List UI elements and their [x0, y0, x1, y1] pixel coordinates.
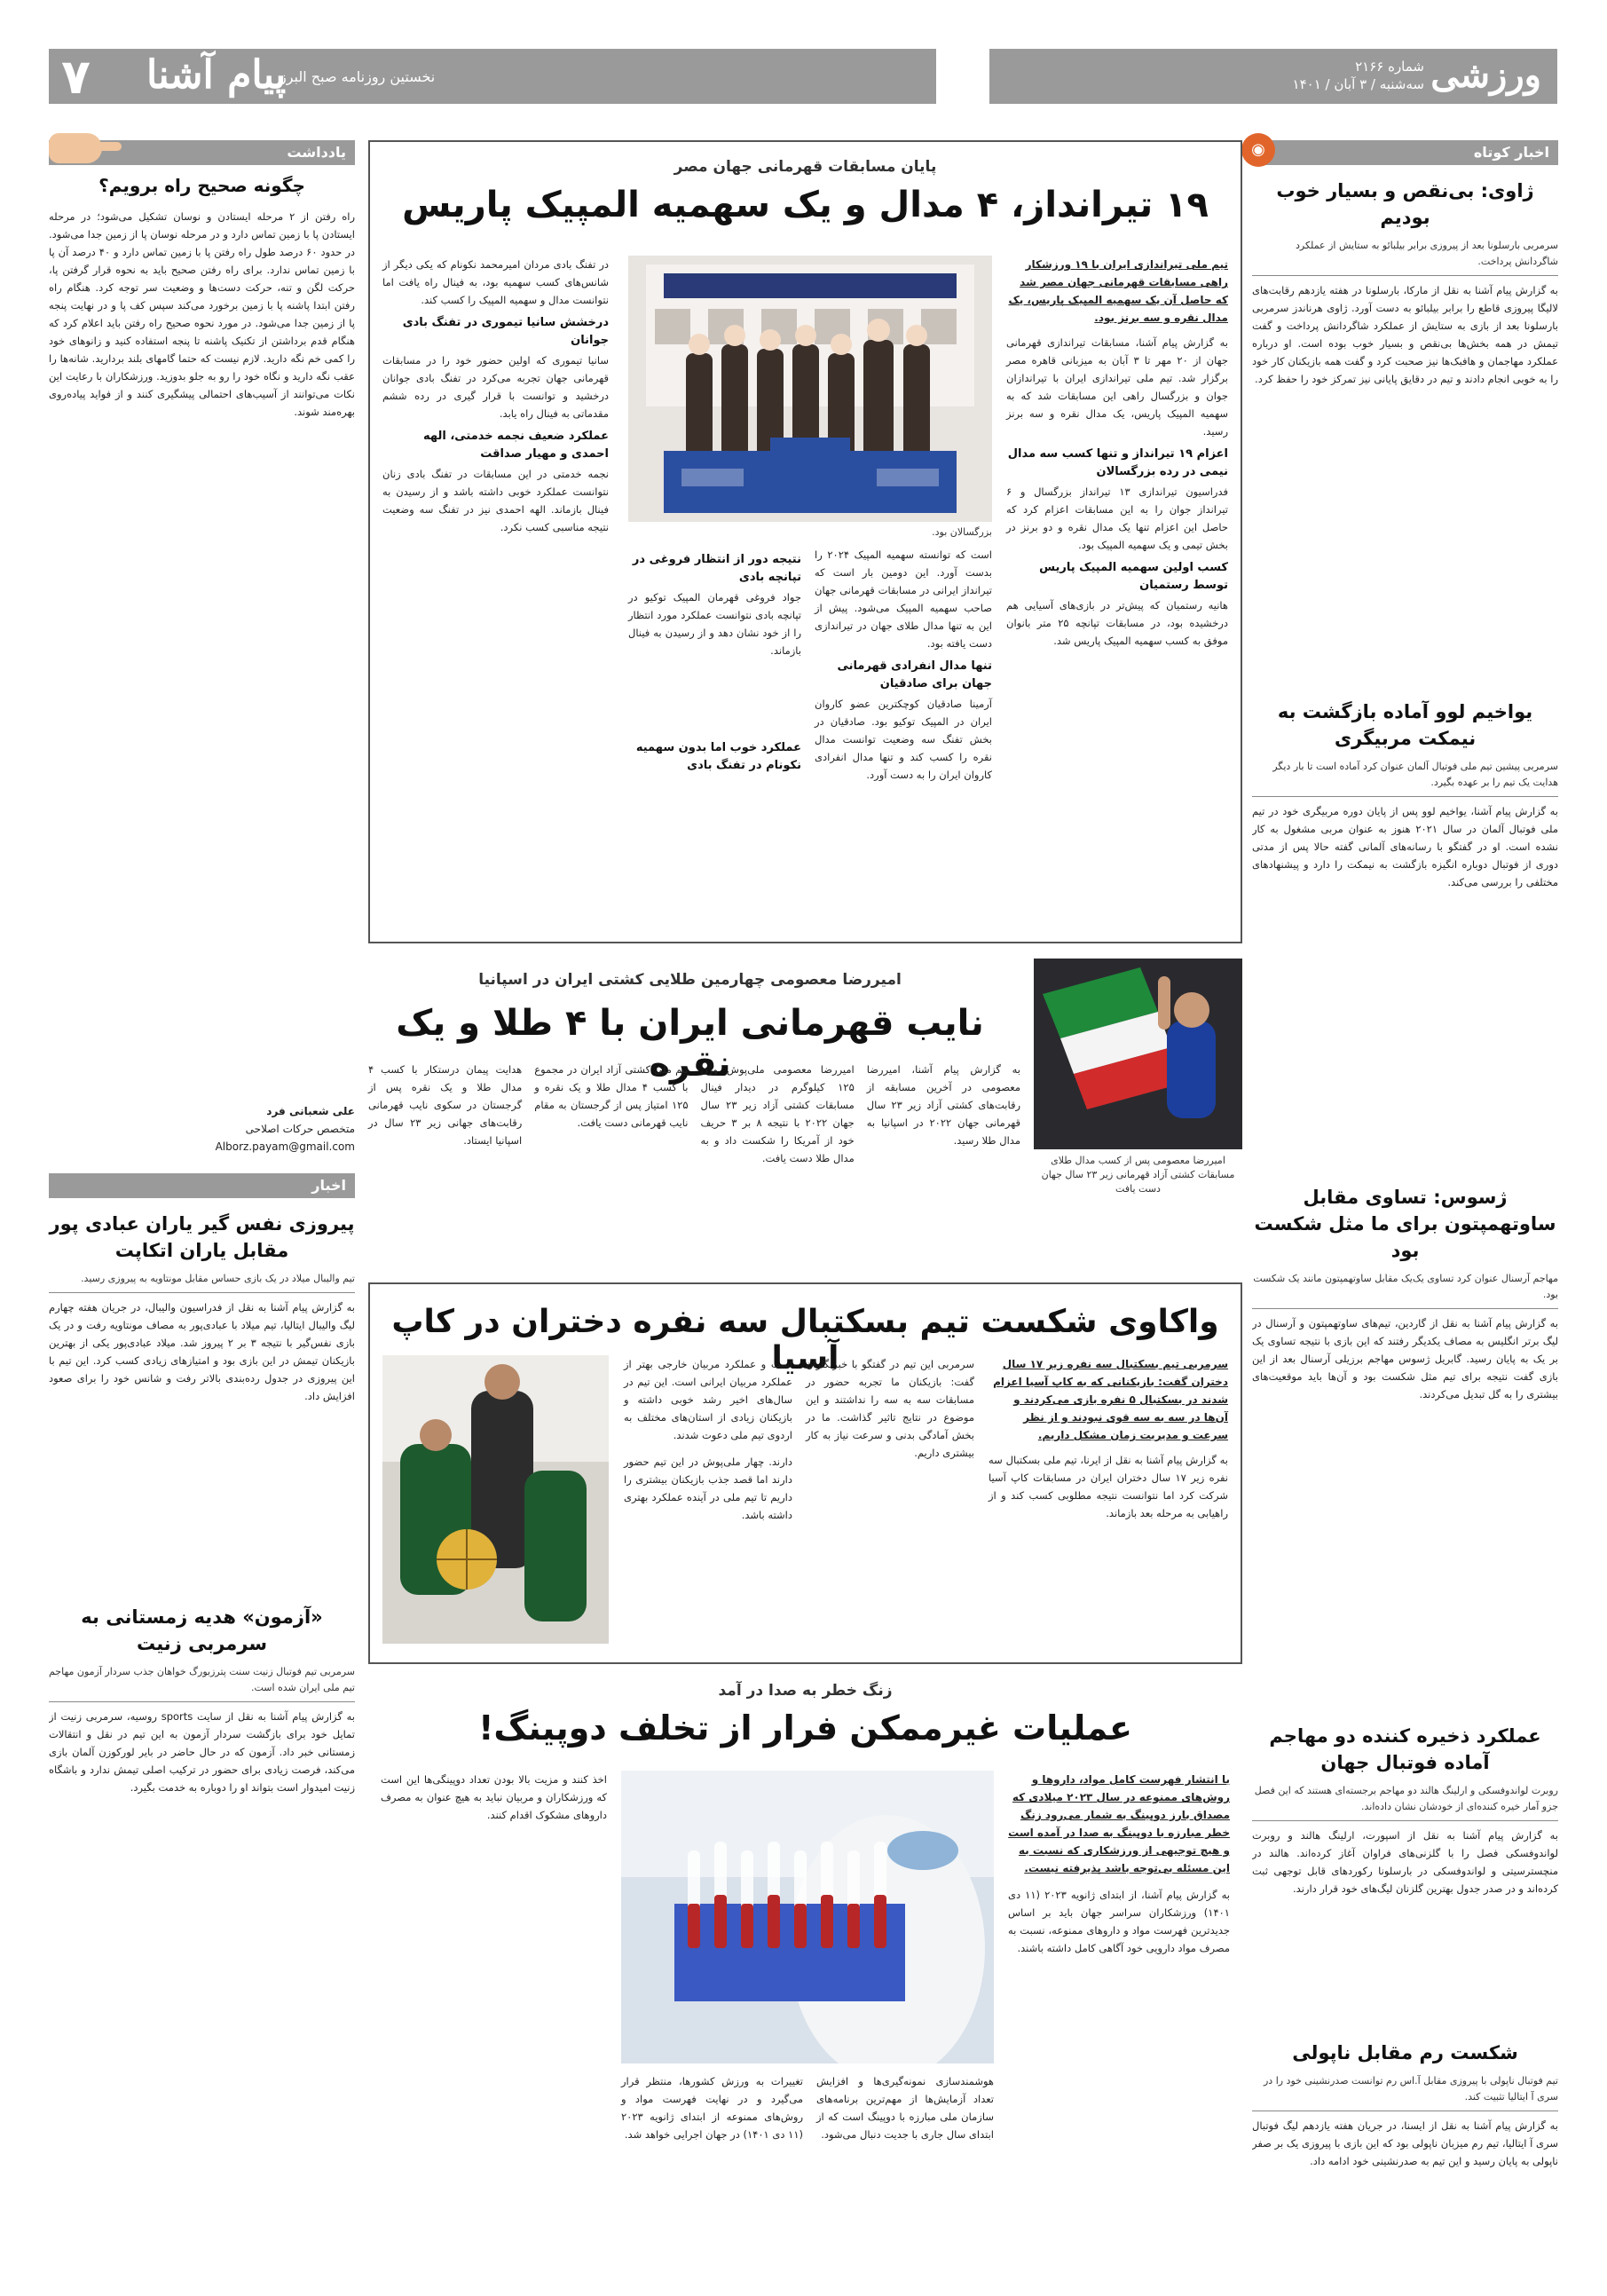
- news-subtitle: سرمربی تیم فوتبال زنیت سنت پترزبورگ خواهان جذب سردار آزمون مهاجم تیم ملی ایران شده است.: [49, 1661, 355, 1702]
- section-banner: [989, 49, 1557, 104]
- doping-article: [368, 1682, 1242, 2250]
- news-title: یواخیم لوو آماده بازگشت به نیمکت مربیگری: [1277, 701, 1533, 749]
- article-column: [815, 546, 992, 784]
- article-body: به گزارش پیام آشنا، امیررضا معصومی در آخرین مسابقه از رقابت‌های کشتی آزاد زیر ۲۳ سال قهرمانی جهان ۲۰۲۲ در اسپانیا به مدال طلا رسید.: [866, 1063, 1020, 1147]
- photo-caption: بزرگسالان بود.: [932, 526, 992, 538]
- article-column: [1006, 256, 1228, 650]
- basketball-photo: [382, 1355, 609, 1644]
- news-subtitle: سرمربی بارسلونا بعد از پیروزی برابر بیلبائو به ستایش از عملکرد شاگردانش پرداخت.: [1252, 234, 1558, 276]
- article-column: [621, 2072, 803, 2143]
- article-body: به گزارش پیام آشنا، از ابتدای ژانویه ۲۰۲۳ (۱۱ دی ۱۴۰۱) ورزشکاران سراسر جهان باید بر اساس جدیدترین فهرست مواد و داروهای ممنوعه، نسبت به مصرف مواد دارویی خود آگاهی کامل داشته باشند.: [1008, 1889, 1230, 1954]
- article-body: به گزارش پیام آشنا، مسابقات تیراندازی قهرمانی جهان از ۲۰ مهر تا ۳ آبان به میزبانی قاهره مصر برگزار شد. تیم ملی تیراندازی ایران با تیراندازان جوان و بزرگسال راهی این مسابقات شد که به سهمیه المپیک پاریس، یک مدال نقره و سه برنز رسید.: [1006, 336, 1229, 438]
- article-body: تغییرات به ورزش کشورها، منتظر قرار می‌گیرد و در نهایت فهرست مواد و روش‌های ممنوعه از ابتدای ژانویه ۲۰۲۳ (۱۱ دی ۱۴۰۱) در جهان اجرایی خواهد شد.: [621, 2075, 803, 2141]
- wrestling-article: [368, 959, 1242, 1269]
- newspaper-tagline: نخستین روزنامه صبح البرز: [280, 68, 436, 85]
- article-lead: با انتشار فهرست کامل مواد، داروها و روش‌های ممنوعه در سال ۲۰۲۳ میلادی که مصداق بارز دوپینگ به شمار می‌رود زنگ خطر مبارزه با دوپینگ به صدا در آمده است و هیچ توجیهی از ورزشکاری که نسبت به این مسئله بی‌توجه باشد پذیرفته نیست.: [1008, 1773, 1230, 1874]
- article-column: [806, 1355, 974, 1462]
- team-podium-photo: [628, 256, 992, 522]
- note-column: [49, 140, 355, 2244]
- article-headline: نایب قهرمانی ایران با ۴ طلا و یک نقره: [396, 1003, 984, 1085]
- article-headline: عملیات غیرممکن فرار از تخلف دوپینگ!: [478, 1708, 1132, 1748]
- photo-caption: امیررضا معصومی پس از کسب مدال طلای مسابقات کشتی آزاد قهرمانی زیر ۲۳ سال جهان دست یافت: [1041, 1155, 1235, 1195]
- news-title: «آزمون» هدیه زمستانی به سرمربی زنیت: [81, 1606, 323, 1654]
- team-podium-image: [628, 256, 992, 522]
- article-headline: واکاوی شکست تیم بسکتبال سه نفره دختران در کاپ آسیا: [391, 1304, 1219, 1377]
- news-body: به گزارش پیام آشنا به نقل از اسپورت، ارلینگ هالند و روبرت لواندوفسکی فصل را با گلزنی‌های فراوان آغاز کرده‌اند. هالند در منچسترسیتی و لواندوفسکی در بارسلونا رکوردهای قابل توجهی ثبت کرده‌اند و در صدر جدول بهترین گلزنان لیگ‌های خود قرار دارند.: [1252, 1829, 1558, 1895]
- article-body: سانیا تیموری که اولین حضور خود را در مسابقات قهرمانی جهان تجربه می‌کرد در تفنگ بادی جوانان درخشید و توانست با قرار گیری در رده ششم مقدماتی به فینال راه یابد.: [382, 354, 609, 420]
- article-headline: ۱۹ تیرانداز، ۴ مدال و یک سهمیه المپیک پاریس: [402, 185, 1209, 225]
- note-body: راه رفتن از ۲ مرحله ایستادن و نوسان تشکیل می‌شود؛ در مرحله ایستادن پا با زمین تماس دارد و در مرحله نوسان پا از زمین جدا می‌شود. در حدود ۶۰ درصد طول راه رفتن پا با زمین تماس دارد و ۴۰ درصد آن پا با زمین تماس ندارد. برای راه رفتن صحیح باید به نحوه قرار گرفتن پا، حرکت لگن و تنه، حرکت دست‌ها و وضعیت سر توجه کرد. هنگام راه رفتن ابتدا پاشنه پا با زمین برخورد می‌کند سپس کف پا و در نهایت پنجه پا از زمین جدا می‌شود. در مورد نحوه صحیح راه رفتن باید اعلام کرد که هنگام قدم برداشتن از تکنیک پاشنه تا پنجه استفاده کنید و زانوهای خود را کمی خم نگه دارید. لازم نیست که حتما گامهای بلند بردارید. شانه‌ها را عقب نگه دارید و نگاه خود را رو به جلو بدوزید. ورزشکاران با رعایت این نکات می‌توانند از آسیب‌های احتمالی پیشگیری کنند و از فواید پیاده‌روی بهره‌مند شوند.: [49, 210, 355, 418]
- note-author: علی شعبانی فرد: [266, 1105, 355, 1117]
- rss-icon: ◉: [1241, 133, 1275, 167]
- article-body: تیم ملی کشتی آزاد ایران در مجموع با کسب ۴ مدال طلا و یک نقره و ۱۲۵ امتیاز پس از گرجستان به مقام نایب قهرمانی دست یافت.: [534, 1063, 689, 1129]
- pointing-hand-icon: [49, 133, 102, 163]
- article-body: دارند. چهار ملی‌پوش در این تیم حضور دارند اما قصد جذب بازیکنان بیشتری را داریم تا تیم ملی در آینده عملکرد بهتری داشته باشد.: [624, 1456, 792, 1521]
- issue-date: سه‌شنبه / ۳ آبان / ۱۴۰۱: [1292, 76, 1424, 92]
- newspaper-logo: پیام آشنا: [146, 52, 287, 98]
- news-header: اخبار: [49, 1173, 355, 1198]
- article-subheading: درخشش سانیا تیموری در تفنگ بادی جوانان: [402, 316, 609, 347]
- article-lead: سرمربی تیم بسکتبال سه نفره زیر ۱۷ سال دختران گفت: بازیکنانی که به کاپ آسیا اعزام شدند در بسکتبال ۵ نفره بازی می‌کردند و آن‌ها در سه به سه قوی نبودند و از نظر سرعت و مدیریت زمان مشکل داریم.: [993, 1358, 1228, 1441]
- article-body: اخذ کنند و مزیت بالا بودن تعداد دوپینگی‌ها این است که ورزشکاران و مربیان نباید به هیچ عنوان به مصرف داروهای مشکوک اقدام کنند.: [381, 1773, 607, 1821]
- article-subheading: عملکرد خوب اما بدون سهمیه نکونام در تفنگ بادی: [635, 741, 801, 772]
- article-subheading: کسب اولین سهمیه المپیک پاریس توسط رستمیان: [1039, 561, 1228, 592]
- short-news-column: [1252, 140, 1558, 2244]
- note-email[interactable]: Alborz.payam@gmail.com: [215, 1140, 355, 1153]
- article-body: هانیه رستمیان که پیش‌تر در بازی‌های آسیایی هم درخشیده بود، در مسابقات تپانچه ۲۵ متر بانوان موفق به کسب سهمیه المپیک پاریس شد.: [1006, 599, 1228, 647]
- wrestler-photo: [1034, 959, 1242, 1149]
- article-column: [624, 1355, 792, 1524]
- news-subtitle: تیم فوتبال ناپولی با پیروزی مقابل آ.اس رم توانست صدرنشینی خود را در سری آ ایتالیا تثبیت کند.: [1252, 2070, 1558, 2111]
- issue-info: [1293, 58, 1424, 93]
- article-body: فدراسیون تیراندازی ۱۳ تیرانداز بزرگسال و ۶ تیرانداز جوان را به این مسابقات اعزام کرد که حاصل این اعزام تنها یک مدال نقره و دو برنز در بخش تیمی و یک سهمیه المپیک بود.: [1006, 485, 1228, 551]
- news-title: ژسوس: تساوی مقابل ساوتهمپتون برای ما مثل شکست بود: [1254, 1187, 1556, 1261]
- news-title: پیروزی نفس گیر یاران عبادی پور مقابل یاران اتکاپت: [49, 1213, 355, 1261]
- note-author-title: متخصص حرکات اصلاحی: [245, 1123, 355, 1135]
- masthead: [49, 49, 1557, 115]
- article-body: است و عملکرد مربیان خارجی بهتر از عملکرد مربیان ایرانی است. این تیم در سال‌های اخیر رشد خوبی داشته و بازیکنان زیادی از استان‌های مختلف به اردوی تیم ملی دعوت شدند.: [624, 1358, 792, 1441]
- news-title: ژاوی: بی‌نقص و بسیار خوب بودیم: [1276, 180, 1534, 228]
- article-column: [1008, 1771, 1230, 1957]
- news-title: عملکرد ذخیره کننده دو مهاجم آماده فوتبال جهان: [1269, 1725, 1541, 1773]
- article-body: به گزارش پیام آشنا به نقل از ایرنا، تیم ملی بسکتبال سه نفره زیر ۱۷ سال دختران ایران در مسابقات کاپ آسیا شرکت کرد اما نتوانست نتیجه مطلوبی کسب کند و از راهیابی به مرحله بعد بازماند.: [989, 1454, 1228, 1519]
- article-body: نجمه خدمتی در این مسابقات در تفنگ بادی زنان نتوانست عملکرد خوبی داشته باشد و از رسیدن به فینال بازماند. الهه احمدی نیز در تفنگ سه وضعیت نتیجه مناسبی کسب نکرد.: [382, 468, 609, 533]
- news-subtitle: سرمربی پیشین تیم ملی فوتبال آلمان عنوان کرد آماده است تا بار دیگر هدایت یک تیم را بر عهده بگیرد.: [1252, 755, 1558, 797]
- article-body: امیررضا معصومی ملی‌پوش وزن ۱۲۵ کیلوگرم در دیدار فینال مسابقات کشتی آزاد زیر ۲۳ سال جهان ۲۰۲۲ با نتیجه ۸ بر ۳ حریف خود از آمریکا را شکست داد و به مدال طلا دست یافت.: [700, 1063, 855, 1164]
- article-column: [382, 256, 609, 536]
- article-column: [989, 1355, 1228, 1522]
- news-subtitle: مهاجم آرسنال عنوان کرد تساوی یک‌یک مقابل ساوتهمپتون مانند یک شکست بود.: [1252, 1267, 1558, 1309]
- article-columns: [368, 1061, 1020, 1167]
- test-tubes-image: [621, 1771, 994, 2063]
- news-body: به گزارش پیام آشنا به نقل از سایت sports روسیه، سرمربی زنیت از تمایل خود برای بازگشت سردار آزمون به این تیم در نقل و انتقالات زمستانی خبر داد. آزمون که در حال حاضر در بایر لورکوزن آلمان بازی می‌کند، فرصت زیادی برای حضور در ترکیب اصلی تیمش ندارد و باشگاه زنیت امیدوار است بتواند او را دوباره به خدمت بگیرد.: [49, 1710, 355, 1794]
- page-number: ۷: [61, 49, 91, 105]
- short-news-header: اخبار کوتاه: [1252, 140, 1558, 165]
- article-subheading: اعزام ۱۹ تیرانداز و تنها کسب سه مدال نیمی در رده بزرگسالان: [1007, 447, 1228, 478]
- article-body: هوشمندسازی نمونه‌گیری‌ها و افزایش تعداد آزمایش‌ها از مهم‌ترین برنامه‌های سازمان ملی مبارزه با دوپینگ است که از ابتدای سال جاری با جدیت دنبال می‌شود.: [816, 2075, 994, 2141]
- wrestler-image: [1034, 959, 1242, 1149]
- article-column: [816, 2072, 994, 2143]
- article-column: [381, 1771, 607, 1824]
- news-body: به گزارش پیام آشنا، یواخیم لوو پس از پایان دوره مربیگری خود در تیم ملی فوتبال آلمان در سال ۲۰۲۱ هنوز به عنوان مربی مشغول به کار نشده است. او در گفتگو با رسانه‌های آلمانی گفته حالا پس از مدتی دوری از فوتبال دوباره انگیزه بازگشت به نیمکت را دارد و پیشنهادهای مختلفی را بررسی می‌کند.: [1252, 805, 1558, 888]
- news-body: به گزارش پیام آشنا به نقل از گاردین، تیم‌های ساوتهمپتون و آرسنال در لیگ برتر انگلیس به مصاف یکدیگر رفتند که این بازی با نتیجه تساوی یک بر یک به پایان رسید. گابریل ژسوس مهاجم برزیلی آرسنال بعد از این بازی گفت نتیجه برای تیم مثل شکست بود و آن‌ها باید موقعیت‌های بیشتری را به گل تبدیل می‌کردند.: [1252, 1317, 1558, 1400]
- article-body: جواد فروغی قهرمان المپیک توکیو در تپانچه بادی نتوانست عملکرد مورد انتظار را از خود نشان دهد و از رسیدن به فینال بازماند.: [628, 591, 801, 657]
- issue-number: شماره ۲۱۶۶: [1355, 59, 1424, 75]
- news-body: به گزارش پیام آشنا به نقل از ایسنا، در جریان هفته یازدهم لیگ فوتبال سری آ ایتالیا، تیم رم میزبان ناپولی بود که این بازی با پیروزی یک بر صفر ناپولی به پایان رسید و این تیم به صدرنشینی خود ادامه داد.: [1252, 2119, 1558, 2167]
- shooting-article: [368, 140, 1242, 943]
- news-body: به گزارش پیام آشنا به نقل از فدراسیون والیبال، در جریان هفته چهارم لیگ والیبال ایتالیا، تیم میلاد با عبادی‌پور به مصاف مونتاویه رفت و در یک بازی نفس‌گیر با نتیجه ۳ بر ۲ پیروز شد. میلاد عبادی‌پور یکی از بهترین بازیکنان تیمش در این بازی بود و امتیازهای زیادی کسب کرد. این تیم با این پیروزی در جدول رده‌بندی بالاتر رفت و شانس خود را برای صعود افزایش داد.: [49, 1301, 355, 1402]
- test-tubes-photo: [621, 1771, 994, 2063]
- article-body: هدایت پیمان درستکار با کسب ۴ مدال طلا و یک نقره پس از گرجستان در سکوی نایب قهرمانی رقابت‌های جهانی زیر ۲۳ سال در اسپانیا ایستاد.: [368, 1063, 523, 1147]
- article-subheading: عملکرد ضعیف نجمه خدمتی، الهه احمدی و مهیار صداقت: [423, 430, 609, 461]
- article-lead: تیم ملی تیراندازی ایران با ۱۹ ورزشکار راهی مسابقات قهرمانی جهان مصر شد که حاصل آن یک سهمیه المپیک پاریس، یک مدال نقره و سه برنز بود.: [1008, 258, 1228, 324]
- section-title: ورزشی: [1430, 54, 1541, 96]
- article-body: است که توانسته سهمیه المپیک ۲۰۲۴ را بدست آورد. این دومین بار است که تیرانداز ایرانی در مسابقات قهرمانی جهان صاحب سهمیه المپیک می‌شود. پیش از این به تنها مدال طلای جهان در تیراندازی دست یافته بود.: [815, 548, 992, 650]
- news-subtitle: تیم والیبال میلاد در یک بازی حساس مقابل مونتاویه به پیروزی رسید.: [49, 1267, 355, 1293]
- logo-banner: [49, 49, 936, 104]
- article-body: آرمینا صادقیان کوچکترین عضو کاروان ایران در المپیک توکیو بود. صادقیان در بخش تفنگ سه وضعیت توانست مدال نقره را کسب کند و تنها مدال انفرادی کاروان ایران را به دست آورد.: [815, 698, 992, 781]
- note-title: چگونه صحیح راه برویم؟: [98, 175, 305, 196]
- note-header: یادداشت: [49, 140, 355, 165]
- article-body: سرمربی این تیم در گفتگو با خبرنگاران گفت: بازیکنان ما تجربه حضور در مسابقات سه به سه را نداشتند و این موضوع در نتایج تاثیر گذاشت. ما در بخش آمادگی بدنی و سرعت نیاز به کار بیشتری داریم.: [806, 1358, 974, 1459]
- article-subheading: تنها مدال انفرادی قهرمانی جهان برای صادقیان: [837, 659, 992, 690]
- article-column: [628, 546, 801, 777]
- news-title: شکست رم مقابل ناپولی: [1292, 2042, 1518, 2063]
- article-kicker: زنگ خطر به صدا در آمد: [718, 1682, 893, 1700]
- news-subtitle: روبرت لواندوفسکی و ارلینگ هالند دو مهاجم برجسته‌ای هستند که این فصل جزو آمار خیره کننده‌ای از خودشان نشان داده‌اند.: [1252, 1779, 1558, 1821]
- article-body: در تفنگ بادی مردان امیرمحمد نکونام که یکی دیگر از شانس‌های کسب سهمیه بود، به فینال راه یافت اما نتوانست مدال و سهمیه المپیک را کسب کند.: [382, 258, 609, 306]
- article-subheading: نتیجه دور از انتظار فروغی در تپانچه بادی: [632, 553, 801, 584]
- article-kicker: پایان مسابقات قهرمانی جهان مصر: [674, 158, 937, 176]
- news-body: به گزارش پیام آشنا به نقل از مارکا، بارسلونا در هفته یازدهم رقابت‌های لالیگا پیروزی قاطع را برابر بیلبائو به دست آورد. ژاوی هرناندز سرمربی بارسلونا بعد از بازی به ستایش از عملکرد شاگردانش پرداخت و گفت تیمش در همه بخش‌ها بی‌نقص و بسیار خوب بوده است. او درباره عملکرد مهاجمان و هافبک‌ها نیز صحبت کرد و گفت همه بازیکنان کار خود را به خوبی انجام دادند و تیم در دقایق پایانی نیز تمرکز خود را حفظ کرد.: [1252, 284, 1558, 385]
- basketball-image: [382, 1355, 609, 1644]
- article-kicker: امیررضا معصومی چهارمین طلایی کشتی ایران در اسپانیا: [478, 971, 902, 989]
- basketball-article: [368, 1282, 1242, 1664]
